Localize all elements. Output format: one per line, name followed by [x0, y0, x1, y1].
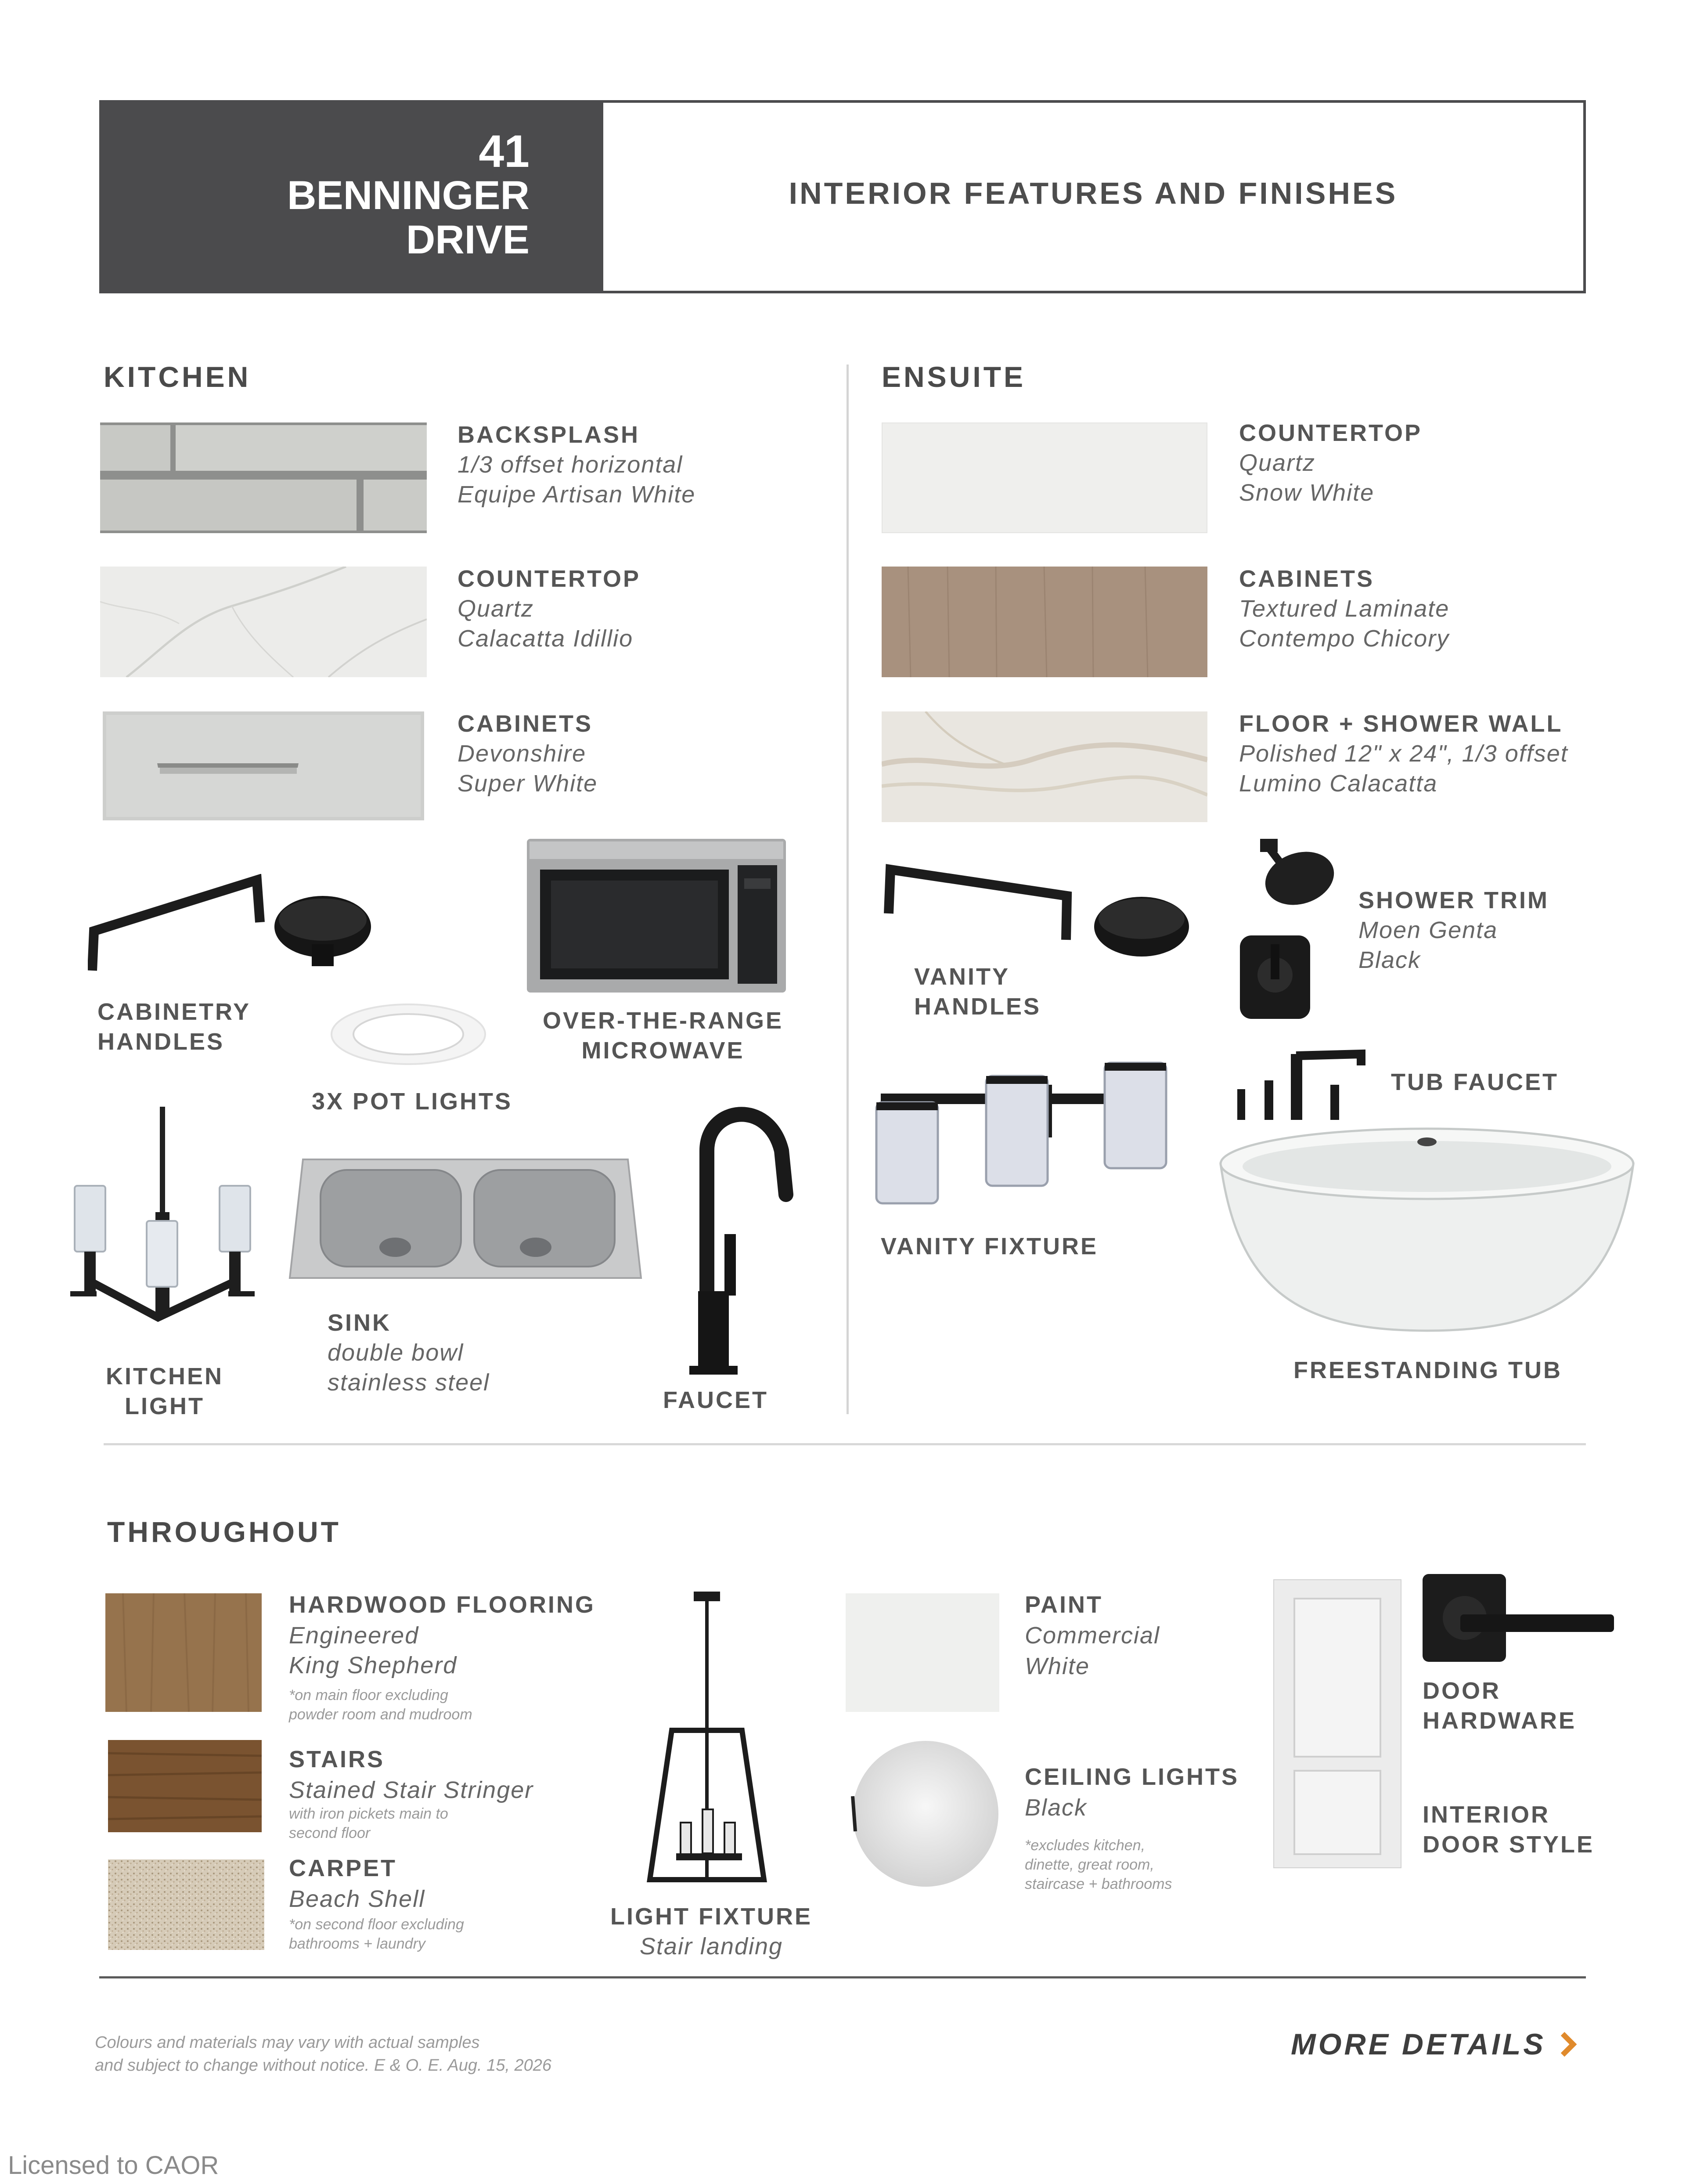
carpet-line1: Beach Shell — [289, 1886, 425, 1912]
stairs-label: STAIRS — [289, 1746, 385, 1772]
stairs-note2: second floor — [289, 1825, 371, 1841]
shower-trim-label: SHOWER TRIM — [1358, 887, 1549, 913]
ceiling-lights-line1: Black — [1025, 1794, 1088, 1821]
ensuite-floor-line2: Lumino Calacatta — [1239, 770, 1438, 797]
freestanding-tub-image — [1212, 1124, 1642, 1335]
vanity-fixture-image — [872, 1058, 1175, 1217]
hardwood-label: HARDWOOD FLOORING — [289, 1592, 595, 1618]
throughout-heading: THROUGHOUT — [107, 1516, 341, 1548]
door-hardware-line2: HARDWARE — [1423, 1707, 1576, 1734]
backsplash-line1: 1/3 offset horizontal — [458, 451, 683, 478]
carpet-note1: *on second floor excluding — [289, 1916, 464, 1933]
section-divider — [104, 1443, 1586, 1445]
microwave-line2: MICROWAVE — [581, 1037, 745, 1064]
sink-image — [285, 1151, 645, 1291]
ensuite-cabinets-line2: Contempo Chicory — [1239, 625, 1450, 652]
shower-trim-image — [1234, 834, 1352, 1028]
address-number: 41 — [479, 126, 530, 177]
ceiling-lights-note2: dinette, great room, — [1025, 1856, 1154, 1873]
ensuite-heading: ENSUITE — [882, 361, 1026, 393]
ensuite-floor-swatch — [882, 711, 1207, 822]
address-street: BENNINGER — [287, 173, 530, 218]
hardwood-line2: King Shepherd — [289, 1652, 458, 1679]
hardwood-note2: powder room and mudroom — [289, 1706, 472, 1723]
ensuite-countertop-label: COUNTERTOP — [1239, 420, 1423, 446]
ceiling-light-image — [850, 1739, 1001, 1888]
kitchen-countertop-label: COUNTERTOP — [458, 566, 641, 592]
ensuite-cabinets-swatch — [882, 567, 1207, 677]
shower-trim-line2: Black — [1358, 947, 1421, 973]
carpet-note2: bathrooms + laundry — [289, 1935, 425, 1952]
door-hardware-line1: DOOR — [1423, 1678, 1501, 1704]
faucet-image — [663, 1080, 803, 1379]
stairs-swatch — [108, 1740, 262, 1832]
kitchen-countertop-line1: Quartz — [458, 596, 534, 622]
carpet-label: CARPET — [289, 1855, 397, 1881]
ensuite-floor-label: FLOOR + SHOWER WALL — [1239, 711, 1563, 737]
cabinetry-handles-image — [88, 874, 378, 979]
freestanding-tub-label: FREESTANDING TUB — [1293, 1357, 1562, 1383]
footer-divider — [99, 1976, 1586, 1978]
kitchen-light-line2: LIGHT — [125, 1393, 205, 1419]
paint-line2: White — [1025, 1653, 1090, 1679]
backsplash-line2: Equipe Artisan White — [458, 481, 696, 508]
door-style-line1: INTERIOR — [1423, 1801, 1550, 1828]
ensuite-cabinets-label: CABINETS — [1239, 566, 1375, 592]
chevron-right-icon — [1559, 2031, 1577, 2058]
sink-label: SINK — [328, 1310, 392, 1336]
interior-door-image — [1273, 1579, 1401, 1868]
ensuite-countertop-swatch — [882, 422, 1207, 533]
kitchen-cabinets-swatch — [103, 711, 424, 820]
kitchen-cabinets-label: CABINETS — [458, 711, 593, 737]
ensuite-floor-line1: Polished 12" x 24", 1/3 offset — [1239, 740, 1568, 767]
shower-trim-line1: Moen Genta — [1358, 917, 1498, 943]
kitchen-countertop-line2: Calacatta Idillio — [458, 625, 634, 652]
address-type: DRIVE — [406, 217, 530, 262]
vanity-fixture-label: VANITY FIXTURE — [881, 1233, 1099, 1260]
ceiling-lights-note3: staircase + bathrooms — [1025, 1876, 1172, 1892]
ceiling-lights-label: CEILING LIGHTS — [1025, 1764, 1239, 1790]
column-divider — [847, 365, 849, 1414]
paint-label: PAINT — [1025, 1592, 1103, 1618]
cabinetry-handles-line2: HANDLES — [97, 1029, 225, 1055]
ensuite-countertop-line1: Quartz — [1239, 450, 1316, 476]
stairs-note1: with iron pickets main to — [289, 1805, 448, 1822]
disclaimer-line2: and subject to change without notice. E & O. E. Aug. 15, 2026 — [95, 2056, 552, 2075]
vanity-handles-image — [883, 861, 1194, 966]
cabinetry-handles-line1: CABINETRY — [97, 999, 251, 1025]
page-title: INTERIOR FEATURES AND FINISHES — [789, 176, 1398, 210]
license-text: Licensed to CAOR — [8, 2151, 219, 2180]
microwave-line1: OVER-THE-RANGE — [542, 1007, 783, 1034]
hardwood-note1: *on main floor excluding — [289, 1687, 448, 1704]
kitchen-countertop-swatch — [100, 567, 427, 677]
kitchen-cabinets-line1: Devonshire — [458, 740, 587, 767]
kitchen-light-image — [66, 1107, 259, 1353]
vanity-handles-line1: VANITY — [914, 964, 1010, 990]
stairs-line1: Stained Stair Stringer — [289, 1777, 534, 1803]
hardwood-line1: Engineered — [289, 1622, 419, 1649]
disclaimer-line1: Colours and materials may vary with actual samples — [95, 2033, 480, 2052]
backsplash-label: BACKSPLASH — [458, 422, 640, 448]
vanity-handles-line2: HANDLES — [914, 993, 1041, 1020]
stair-light-image — [632, 1590, 790, 1888]
hardwood-swatch — [105, 1593, 262, 1712]
pot-light-image — [329, 1001, 487, 1067]
stair-light-line1: Stair landing — [639, 1933, 783, 1960]
backsplash-swatch — [100, 422, 427, 533]
tub-faucet-image — [1229, 1045, 1370, 1124]
carpet-swatch — [108, 1859, 264, 1950]
sink-line1: double bowl — [328, 1339, 464, 1366]
tub-faucet-label: TUB FAUCET — [1391, 1069, 1559, 1095]
pot-lights-label: 3X POT LIGHTS — [312, 1088, 513, 1115]
faucet-label: FAUCET — [663, 1387, 768, 1413]
more-details-link[interactable] — [1291, 2027, 1577, 2061]
sink-line2: stainless steel — [328, 1369, 490, 1396]
kitchen-heading: KITCHEN — [104, 361, 251, 393]
stair-light-label: LIGHT FIXTURE — [610, 1903, 812, 1930]
ensuite-cabinets-line1: Textured Laminate — [1239, 596, 1450, 622]
paint-swatch — [846, 1593, 999, 1712]
microwave-image — [527, 839, 786, 993]
kitchen-cabinets-line2: Super White — [458, 770, 598, 797]
kitchen-light-line1: KITCHEN — [106, 1363, 223, 1390]
door-hardware-image — [1421, 1572, 1618, 1669]
more-details-label: MORE DETAILS — [1291, 2028, 1546, 2061]
paint-line1: Commercial — [1025, 1622, 1160, 1649]
ensuite-countertop-line2: Snow White — [1239, 480, 1375, 506]
door-style-line2: DOOR STYLE — [1423, 1831, 1595, 1858]
ceiling-lights-note1: *excludes kitchen, — [1025, 1837, 1146, 1854]
